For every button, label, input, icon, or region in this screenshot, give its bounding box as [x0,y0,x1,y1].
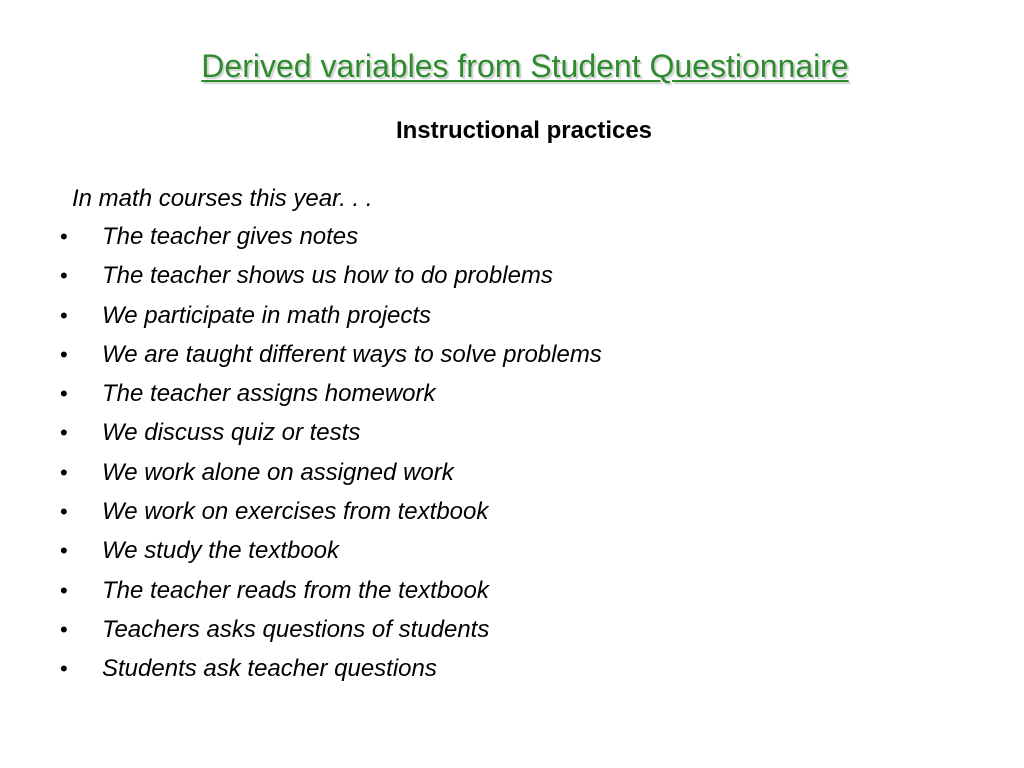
list-item-text: We discuss quiz or tests [102,419,361,447]
list-item-text: We are taught different ways to solve problems [102,340,602,368]
bullet-icon: • [60,459,68,485]
bullet-icon: • [60,499,68,525]
slide-subtitle: Instructional practices [395,117,653,144]
bullet-icon: • [60,538,68,564]
slide-title: Derived variables from Student Questionnaire [201,48,849,84]
list-item-text: We study the textbook [102,537,340,565]
bullet-icon: • [60,381,68,407]
bullet-icon: • [60,341,68,367]
list-item-text: The teacher gives notes [102,223,359,250]
intro-text: In math courses this year. . . [72,185,373,212]
list-item-text: The teacher shows us how to do problems [102,262,553,290]
list-item-text: Teachers asks questions of students [102,615,490,643]
list-item-text: Students ask teacher questions [102,655,437,683]
bullet-icon: • [60,263,68,289]
bullet-icon: • [60,616,68,642]
list-item-text: We participate in math projects [102,301,432,329]
bullet-icon: • [60,224,68,249]
list-item-text: The teacher reads from the textbook [102,576,489,604]
bullet-icon: • [60,577,68,603]
bullet-icon: • [60,656,68,682]
list-item-text: We work alone on assigned work [102,458,454,486]
list-item-text: The teacher assigns homework [102,380,436,408]
bullet-icon: • [60,420,68,446]
bullet-icon: • [60,302,68,328]
list-item-text: We work on exercises from textbook [102,498,489,526]
